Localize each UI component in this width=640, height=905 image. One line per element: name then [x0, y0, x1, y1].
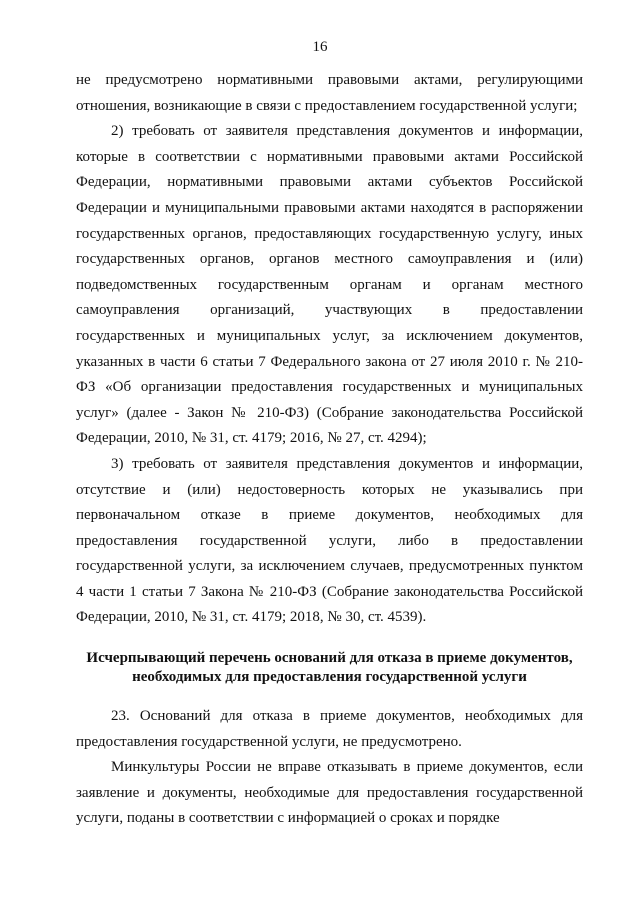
section-heading [76, 649, 583, 687]
paragraph-item-2: 2) требовать от заявителя представления документов и информации, которые в соответствии с нормативными правовыми актами Российской Федерации, нормативными правовыми актами субъектов Российской Федерации и муниципальными правовыми актами находятся в распоряжении государственных органов, предоставляющих государственную услугу, иных государственных органов, органов местного самоуправления и (или) подведомственных государственным органам и органам местного самоуправления организаций, участвующих в предоставлении государственных и муниципальных услуг, за исключением документов, указанных в части 6 статьи 7 Федерального закона от 27 июля 2010 г. № 210-ФЗ «Об организации предоставления государственных и муниципальных услуг» (далее - Закон № 210-ФЗ) (Собрание законодательства Российской Федерации, 2010, № 31, ст. 4179; 2016, № 27, ст. 4294); [76, 123, 583, 447]
page-number: 16 [312, 39, 328, 55]
paragraph-ministry: Минкультуры России не вправе отказывать в приеме документов, если заявление и документы, необходимые для предоставления государственной услуги, поданы в соответствии с информацией о сроках и порядке [76, 759, 583, 827]
paragraph-continuation: не предусмотрено нормативными правовыми актами, регулирующими отношения, возникающие в связи с предоставлением государственной услуги; [76, 72, 583, 114]
paragraph-23: 23. Оснований для отказа в приеме документов, необходимых для предоставления государственной услуги, не предусмотрено. [76, 708, 583, 750]
document-body [76, 68, 583, 832]
paragraph-item-3: 3) требовать от заявителя представления документов и информации, отсутствие и (или) недостоверность которых не указывались при первоначальном отказе в приеме документов, необходимых для предоставления государственной услуги, либо в предоставлении государственной услуги, за исключением случаев, предусмотренных пунктом 4 части 1 статьи 7 Закона № 210-ФЗ (Собрание законодательства Российской Федерации, 2010, № 31, ст. 4179; 2018, № 30, ст. 4539). [76, 455, 583, 626]
section-heading-line-2: необходимых для предоставления государственной услуги [132, 669, 527, 686]
section-heading-line-1: Исчерпывающий перечень оснований для отказа в приеме документов, [86, 650, 573, 667]
